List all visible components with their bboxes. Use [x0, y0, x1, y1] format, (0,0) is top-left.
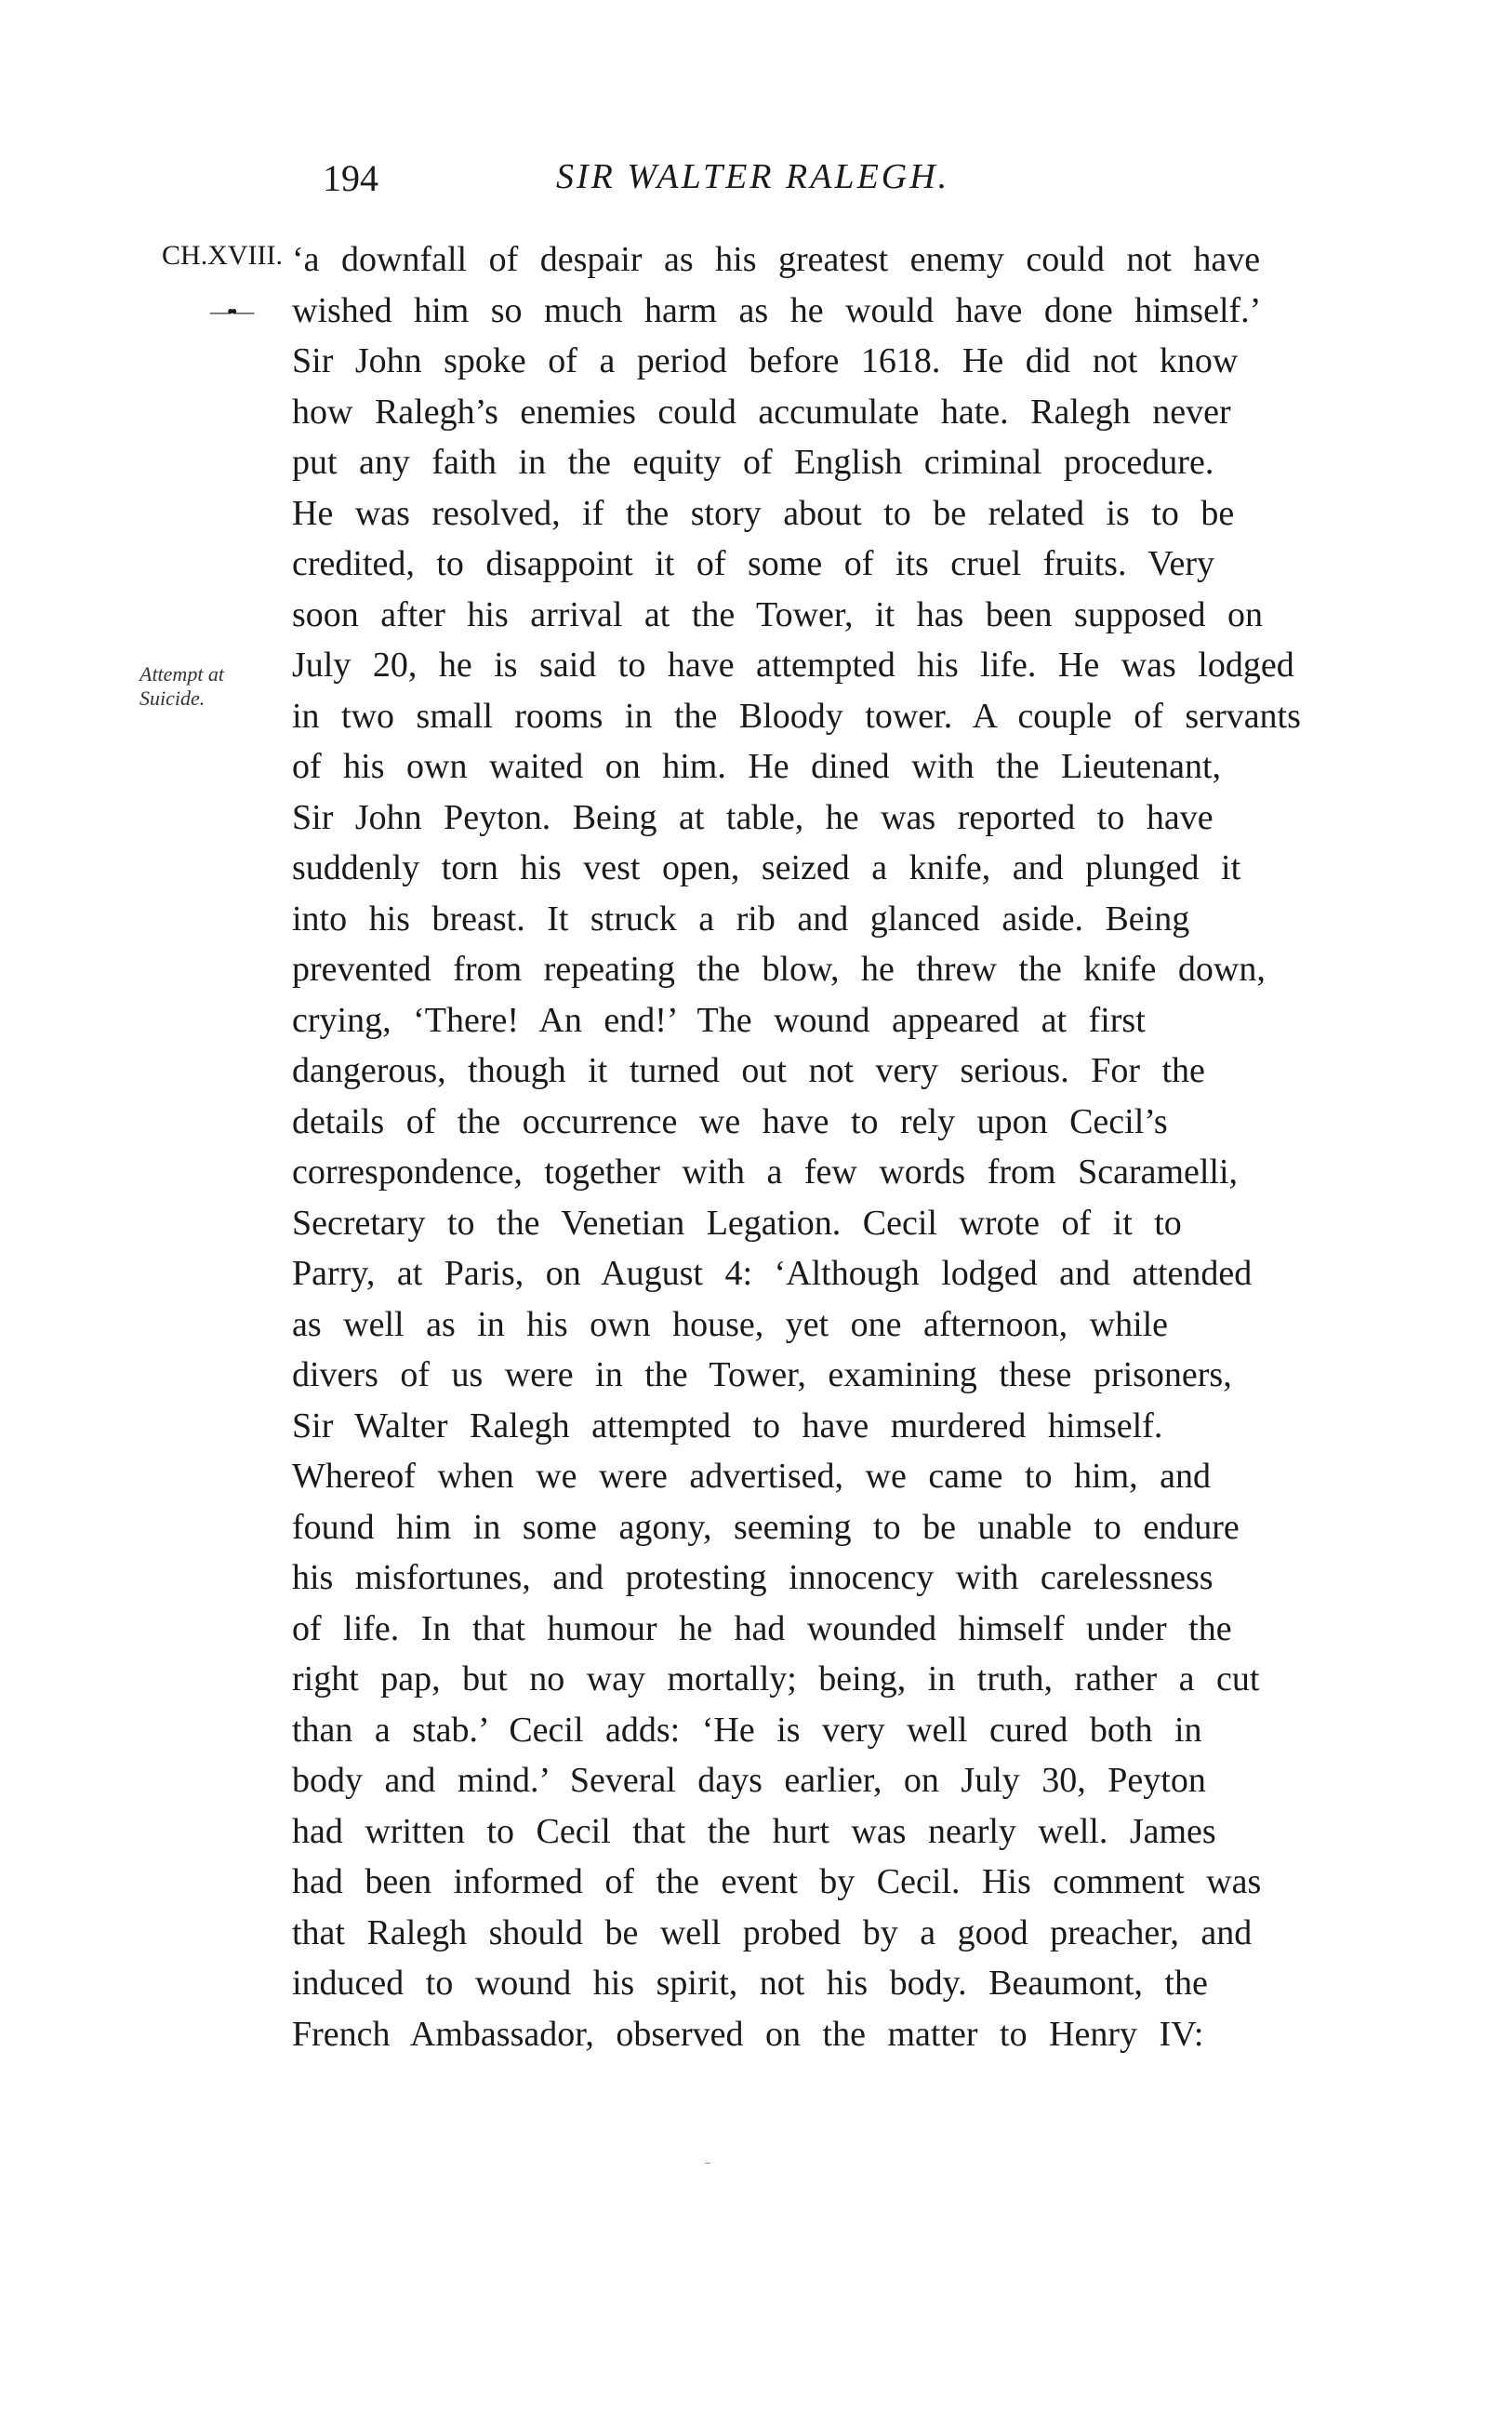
text-line: July 20, he is said to have attempted his life. He was lodged: [292, 646, 1294, 685]
text-line: Sir John spoke of a period before 1618. He did not know: [292, 341, 1239, 380]
text-line: his misfortunes, and protesting innocency with carelessness: [292, 1558, 1214, 1597]
text-line: Sir John Peyton. Being at table, he was reported to have: [292, 797, 1214, 837]
text-line: how Ralegh’s enemies could accumulate hate. Ralegh never: [292, 392, 1231, 432]
text-line: Secretary to the Venetian Legation. Cecil wrote of it to: [292, 1203, 1182, 1243]
text-line: found him in some agony, seeming to be unable to endure: [292, 1507, 1240, 1547]
margin-note: [139, 662, 224, 711]
text-line: that Ralegh should be well probed by a good preacher, and: [292, 1912, 1253, 1952]
text-line: as well as in his own house, yet one afternoon, while: [292, 1304, 1169, 1344]
text-line: into his breast. It struck a rib and glanced aside. Being: [292, 899, 1190, 939]
body-text: [292, 234, 1389, 2059]
text-line: had been informed of the event by Cecil. His comment was: [292, 1862, 1262, 1901]
text-line: Whereof when we were advertised, we came to him, and: [292, 1457, 1212, 1496]
page-number: 194: [323, 157, 378, 199]
text-line: soon after his arrival at the Tower, it has been supposed on: [292, 594, 1263, 634]
text-line: He was resolved, if the story about to be related is to be: [292, 493, 1235, 533]
text-line: than a stab.’ Cecil adds: ‘He is very well cured both in: [292, 1710, 1202, 1750]
text-line: ‘a downfall of despair as his greatest enemy could not have: [292, 240, 1261, 279]
text-line: dangerous, though it turned out not very serious. For the: [292, 1051, 1205, 1090]
text-line: induced to wound his spirit, not his body. Beaumont, the: [292, 1964, 1208, 2003]
text-line: had written to Cecil that the hurt was nearly well. James: [292, 1811, 1216, 1851]
text-line: correspondence, together with a few words from Scaramelli,: [292, 1152, 1239, 1192]
text-line: suddenly torn his vest open, seized a knife, and plunged it: [292, 848, 1241, 887]
margin-note-line: Attempt at: [139, 662, 225, 686]
text-line: credited, to disappoint it of some of its cruel fruits. Very: [292, 544, 1215, 583]
text-line: right pap, but no way mortally; being, in truth, rather a cut: [292, 1659, 1260, 1698]
text-line: details of the occurrence we have to rely upon Cecil’s: [292, 1101, 1168, 1141]
text-line: body and mind.’ Several days earlier, on July 30, Peyton: [292, 1761, 1206, 1800]
text-line: crying, ‘There! An end!’ The wound appeared at first: [292, 1000, 1146, 1040]
ornament: —••—: [210, 300, 251, 323]
margin-note-line: Suicide.: [139, 686, 206, 710]
text-line: in two small rooms in the Bloody tower. A couple of servants: [292, 696, 1301, 736]
text-line: put any faith in the equity of English criminal procedure.: [292, 443, 1214, 482]
text-line: Sir Walter Ralegh attempted to have murdered himself.: [292, 1405, 1163, 1445]
running-title: SIR WALTER RALEGH.: [556, 157, 950, 196]
text-line: Parry, at Paris, on August 4: ‘Although lodged and attended: [292, 1254, 1253, 1293]
text-line: of life. In that humour he had wounded himself under the: [292, 1608, 1232, 1648]
page-mark: [705, 2163, 710, 2164]
chapter-marker: CH.XVIII.: [162, 240, 283, 271]
text-line: divers of us were in the Tower, examining these prisoners,: [292, 1355, 1232, 1394]
text-line: French Ambassador, observed on the matter to Henry IV:: [292, 2014, 1204, 2054]
text-line: prevented from repeating the blow, he threw the knife down,: [292, 950, 1266, 989]
text-line: of his own waited on him. He dined with the Lieutenant,: [292, 747, 1222, 786]
text-line: wished him so much harm as he would have done himself.’: [292, 290, 1262, 330]
